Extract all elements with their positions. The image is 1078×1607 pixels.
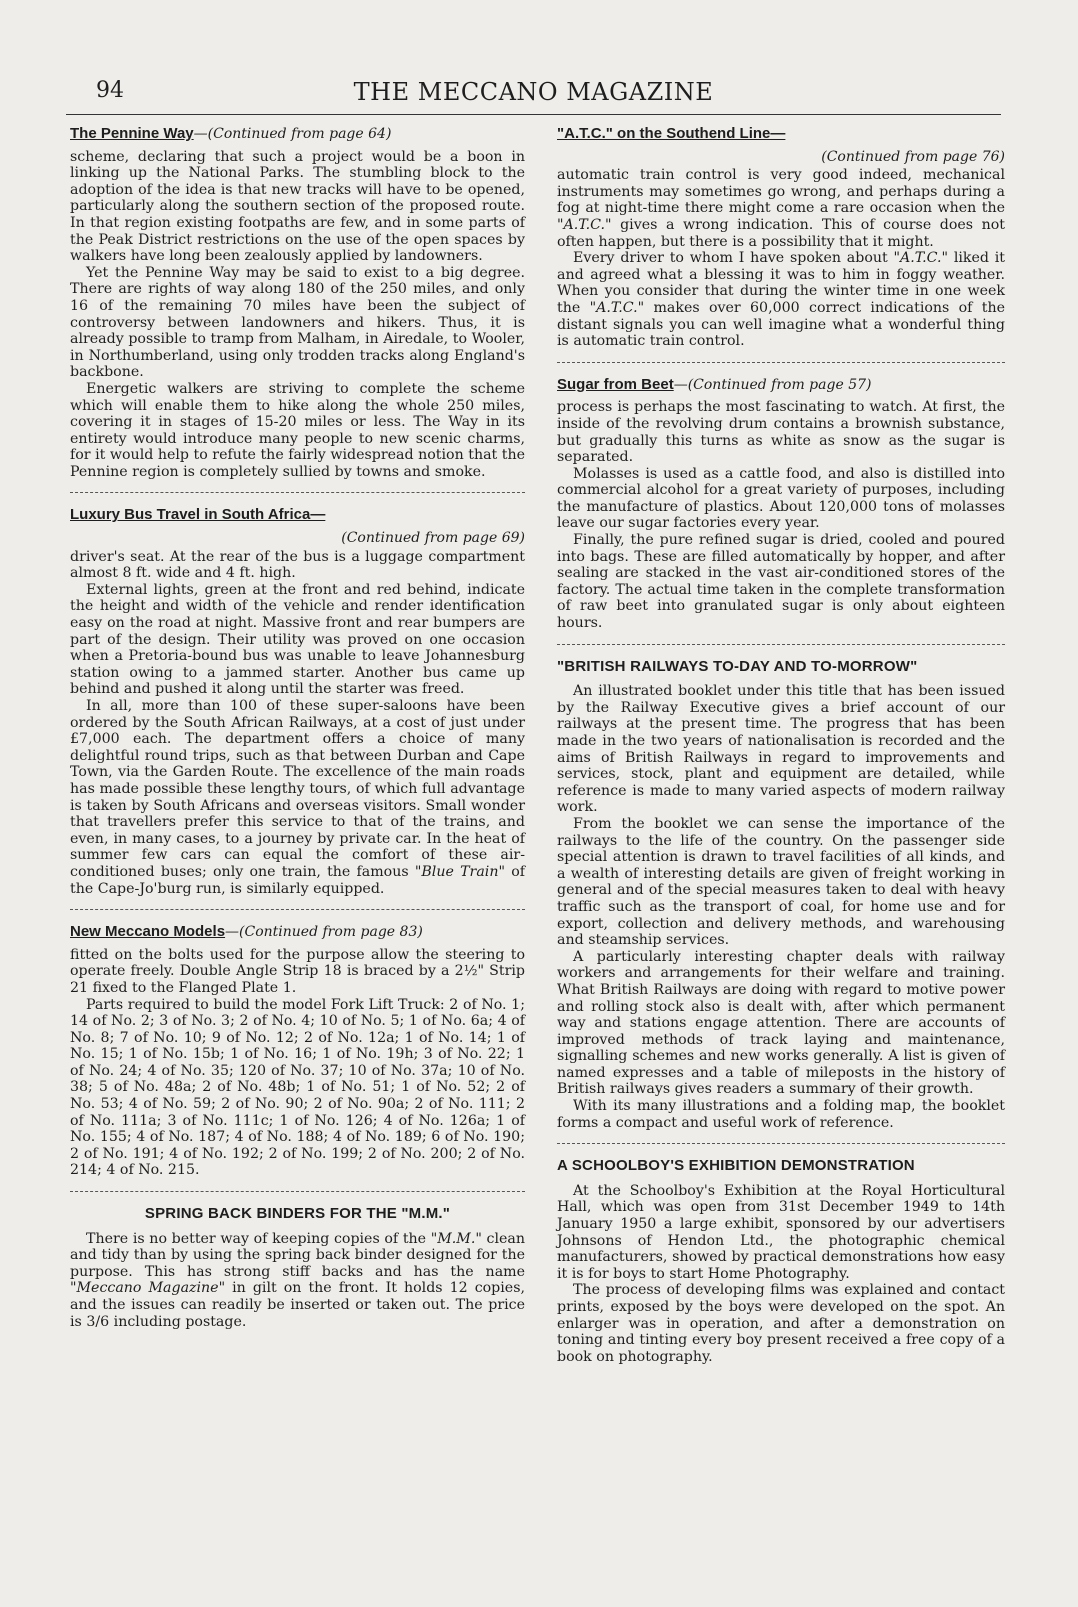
paragraph: With its many illustrations and a folding map, the booklet forms a compact and useful work of reference. [557,1098,1005,1131]
article-title: "BRITISH RAILWAYS TO-DAY AND TO-MORROW" [557,657,918,675]
paragraph: The process of developing films was explained and contact prints, exposed by the boys were developed on the spot. An enlarger was in operation, and after a demonstration on toning and tinting every boy present received a free copy of a book on photography. [557,1282,1005,1365]
article-atc [557,126,1005,350]
article-heading [70,924,525,941]
article-title: Sugar from Beet [557,375,674,393]
article-title: The Pennine Way [70,125,194,142]
paragraph: At the Schoolboy's Exhibition at the Royal Horticultural Hall, which was open from 31st December 1949 to 14th January 1950 a large exhibit, sponsored by our advertisers Johnsons of Hendon Ltd., the photographic chemical manufacturers, showed by practical demonstrations how easy it is for boys to start Home Photography. [557,1182,1005,1282]
page-number: 94 [96,78,124,103]
magazine-title: THE MECCANO MAGAZINE [353,78,714,106]
article-luxury-bus [70,507,525,897]
magazine-name-italic: "Meccano Magazine" [70,1280,226,1297]
section-divider [70,909,525,910]
section-divider [557,1143,1005,1144]
continued-note: —(Continued from page 64) [193,126,392,142]
paragraph: driver's seat. At the rear of the bus is a luggage compartment almost 8 ft. wide and 4 ft. high. [70,548,525,582]
article-title: Luxury Bus Travel in South Africa— [70,506,326,524]
paragraph: Yet the Pennine Way may be said to exist to a big degree. There are rights of way along 180 of the 250 miles, and only 16 of the remaining 70 miles have been the subject of controversy between landowners and hikers. Thus, it is already possible to tramp from Malham, in Airedale, to Wooler, in Northumberland, using only trodden tracks along England's backbone. [70,264,525,381]
article-meccano-models [70,924,525,1179]
section-divider [70,1191,525,1192]
paragraph-text: gives a wrong indication. This of course does not often happen, but there is a possibility that it might. [557,216,1005,250]
article-title: "A.T.C." on the Southend Line— [557,125,786,142]
article-sugar-beet [557,377,1005,632]
article-title: SPRING BACK BINDERS FOR THE "M.M." [144,1205,451,1223]
article-heading [557,377,1005,394]
article-heading [70,126,525,143]
article-heading [557,126,1005,143]
paragraph-text: of the Cape-Jo'burg run, is similarly equipped. [70,863,525,897]
blue-train-italic: "Blue Train" [414,863,505,880]
atc-italic: "A.T.C." [893,250,949,267]
paragraph: Finally, the pure refined sugar is dried, cooled and poured into bags. These are filled automatically by hopper, and after sealing are stacked in the vast air-conditioned stores of the factory. The actual time taken in the complete transformation of raw beet into granulated sugar is only about eighteen hours. [557,532,1005,632]
continued-note: —(Continued from page 83) [225,924,423,941]
left-column [70,126,525,1342]
article-british-railways [557,659,1005,1132]
paragraph-text: in gilt on the front. It holds 12 copies, and the issues can readily be inserted or taken out. The price is 3/6 including postage. [70,1280,525,1330]
section-divider [70,492,525,493]
section-divider [557,362,1005,363]
parts-list: Parts required to build the model Fork Lift Truck: 2 of No. 1; 14 of No. 2; 3 of No. 3; 2 of No. 4; 10 of No. 5; 1 of No. 6a; 4 of No. 8; 7 of No. 10; 9 of No. 12; 2 of No. 12a; 1 of No. 14; 1 of No. 15; 1 of No. 15b; 1 of No. 16; 1 of No. 19h; 3 of No. 22; 1 of No. 24; 4 of No. 35; 120 of No. 37; 10 of No. 37a; 10 of No. 38; 5 of No. 48a; 2 of No. 48b; 1 of No. 51; 1 of No. 52; 2 of No. 53; 4 of No. 59; 2 of No. 90; 2 of No. 90a; 2 of No. 111; 2 of No. 111a; 3 of No. 111c; 1 of No. 126; 4 of No. 126a; 1 of No. 155; 4 of No. 187; 4 of No. 188; 4 of No. 189; 6 of No. 190; 2 of No. 191; 4 of No. 192; 2 of No. 199; 2 of No. 200; 2 of No. 214; 4 of No. 215. [70,996,525,1179]
paragraph-text: In all, more than 100 of these super-saloons have been ordered by the South African Railways, at a cost of just under £7,000 each. The department offers a choice of many delightful round trips, such as that between Durban and Cape Town, via the Garden Route. The excellence of the main roads has made possible these lengthy tours, of which full advantage is taken by South Africans and overseas visitors. Small wonder that travellers prefer this service to that of the trains, and even, in many cases, to a journey by private car. In the heat of summer few cars can equal the comfort of these air-conditioned buses; only one train, the famous [70,698,525,880]
mm-italic: "M.M." [430,1230,482,1247]
paragraph-text: automatic train control is very good indeed, mechanical instruments may sometimes go wrong, and perhaps during a fog at night-time there might come a rare occasion when the [557,167,1005,217]
section-divider [557,644,1005,645]
paragraph: process is perhaps the most fascinating to watch. At first, the inside of the revolving drum contains a brownish substance, but gradually this turns as white as snow as the sugar is separated. [557,399,1005,466]
page-header [66,78,1001,115]
continued-note: —(Continued from page 57) [673,376,872,393]
paragraph: From the booklet we can sense the importance of the railways to the life of the country. On the passenger side special attention is drawn to travel facilities of all kinds, and a wealth of interesting details are given of freight working in general and of the special measures taken to deal with heavy traffic such as the transport of coal, for home use and for export, collection and delivery methods, and warehousing and steamship services. [557,815,1005,949]
paragraph: Energetic walkers are striving to complete the scheme which will enable them to hike along the whole 250 miles, covering it in stages of 15-20 miles or less. The Way in its entirety would introduce many people to new scenic charms, for it would help to refute the fairly widespread notion that the Pennine region is completely sullied by towns and smoke. [70,380,525,480]
paragraph-text: clean and tidy than by using the spring back binder designed for the purpose. This has strong stiff backs and has the name [70,1230,525,1280]
paragraph-text: There is no better way of keeping copies of the [86,1230,431,1247]
article-schoolboy-exhibition [557,1158,1005,1365]
article-title: A SCHOOLBOY'S EXHIBITION DEMONSTRATION [557,1157,915,1175]
paragraph: External lights, green at the front and red behind, indicate the height and width of the vehicle and render identification easy on the road at night. Massive front and rear bumpers are part of the design. Their utility was proved on one occasion when a Pretoria-bound bus was unable to leave Johannesburg station owing to a jammed starter. Another bus came up behind and pushed it along until the starter was freed. [70,581,525,698]
article-pennine-way [70,126,525,480]
paragraph-text: liked it and agreed what a blessing it was to him in foggy weather. When you consider that during the winter time in one week the [557,250,1005,316]
right-column [557,126,1005,1377]
article-binders [70,1206,525,1330]
paragraph: An illustrated booklet under this title that has been issued by the Railway Executive gives a brief account of our railways at the present time. The progress that has been made in the two years of nationalisation is recorded and the aims of British Railways in regard to improvements and services, stock, plant and equipment are detailed, while reference is made to many varied aspects of modern railway work. [557,683,1005,816]
atc-italic: "A.T.C." [557,216,612,233]
paragraph [70,1231,525,1331]
paragraph: scheme, declaring that such a project would be a boon in linking up the National Parks. The stumbling block to the adoption of the idea is that new tracks will have to be opened, particularly along the southern section of the proposed route. In that region existing footpaths are few, and in some parts of the Peak District restrictions on the use of the open spaces by walkers have long been zealously applied by landowners. [70,148,525,265]
paragraph [557,250,1005,350]
article-title: New Meccano Models [70,923,226,941]
paragraph-text: Every driver to whom I have spoken about [573,250,894,267]
paragraph-text: makes over 60,000 correct indications of the distant signals you can well imagine what a wonderful thing is automatic train control. [557,299,1005,350]
paragraph: Molasses is used as a cattle food, and also is distilled into commercial alcohol for a great variety of purposes, including the manufacture of plastics. About 120,000 tons of molasses leave our sugar factories every year. [557,465,1005,532]
paragraph [70,698,525,897]
paragraph: fitted on the bolts used for the purpose allow the steering to operate freely. Double Angle Strip 18 is braced by a 2½" Strip 21 fixed to the Flanged Plate 1. [70,946,525,996]
paragraph [557,167,1005,250]
continued-note: (Continued from page 76) [821,148,1005,165]
paragraph: A particularly interesting chapter deals with railway workers and arrangements for their welfare and training. What British Railways are doing with regard to motive power and rolling stock also is dealt with, after which permanent way and stations engage attention. There are accounts of improved methods of track laying and maintenance, signalling schemes and new works generally. A list is given of named expresses and a table of mileposts in the history of British railways gives readers a summary of their growth. [557,948,1005,1098]
article-heading [70,507,525,524]
continued-note: (Continued from page 69) [341,530,525,547]
atc-italic: "A.T.C." [589,299,645,316]
